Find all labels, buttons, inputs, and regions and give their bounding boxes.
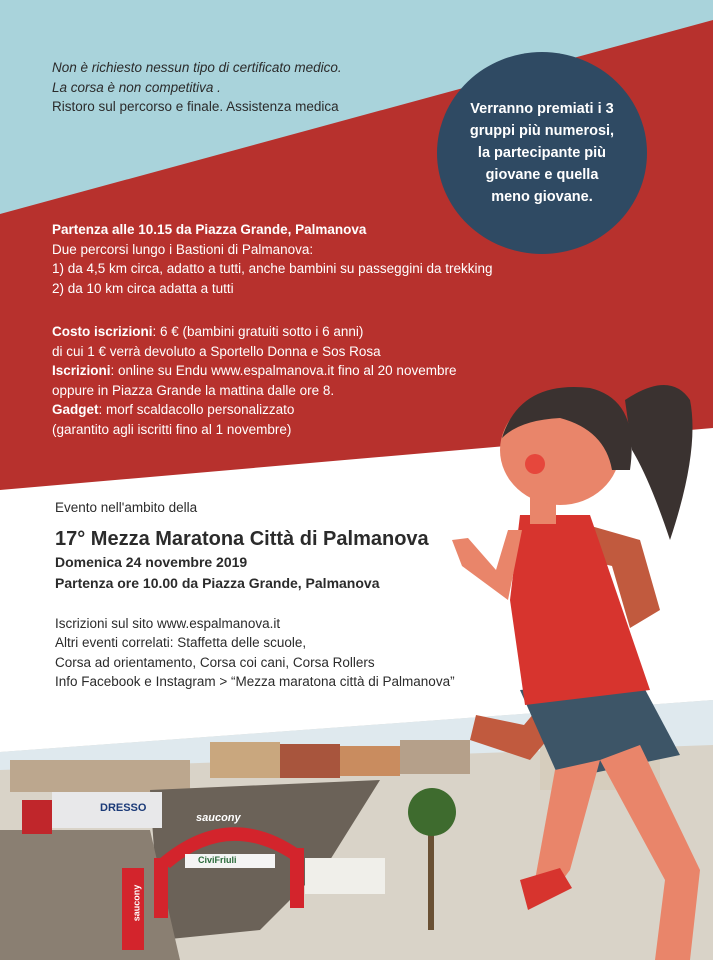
prize-line: gruppi più numerosi, bbox=[469, 123, 615, 139]
intro-certificate: Non è richiesto nessun tipo di certificato medico. bbox=[52, 60, 342, 75]
event-start: Partenza ore 10.00 da Piazza Grande, Palmanova bbox=[55, 574, 380, 591]
event-title: 17° Mezza Maratona Città di Palmanova bbox=[55, 527, 429, 550]
intro-refreshment: Ristoro sul percorso e finale. Assistenza medica bbox=[52, 99, 339, 114]
arch-brand: saucony bbox=[196, 812, 241, 824]
prize-line: la partecipante più bbox=[477, 145, 607, 161]
race-start: Partenza alle 10.15 da Piazza Grande, Palmanova bbox=[52, 222, 367, 237]
event-date: Domenica 24 novembre 2019 bbox=[55, 553, 248, 570]
cost-line: Costo iscrizioni: 6 € (bambini gratuiti sotto i 6 anni) bbox=[52, 324, 364, 339]
event-context: Evento nell'ambito della bbox=[55, 500, 198, 515]
gadget-note: (garantito agli iscritti fino al 1 novembre) bbox=[52, 421, 292, 437]
gadget-line: Gadget: morf scaldacollo personalizzato bbox=[52, 402, 295, 417]
route-1: 1) da 4,5 km circa, adatto a tutti, anche bambini su passeggini da trekking bbox=[52, 261, 493, 276]
prize-line: giovane e quella bbox=[485, 167, 599, 183]
signup-line: Iscrizioni: online su Endu www.espalmanova.it fino al 20 novembre bbox=[52, 363, 457, 378]
donation-line: di cui 1 € verrà devoluto a Sportello Donna e Sos Rosa bbox=[52, 343, 381, 359]
registration-info bbox=[52, 322, 456, 439]
truck-text: DRESSO bbox=[100, 802, 147, 814]
event-section bbox=[55, 498, 455, 692]
route-2: 2) da 10 km circa adatta a tutti bbox=[52, 280, 234, 296]
signup-alt-line: oppure in Piazza Grande la mattina dalle ore 8. bbox=[52, 382, 335, 398]
prize-line: Verranno premiati i 3 bbox=[470, 101, 614, 117]
race-info bbox=[52, 220, 493, 298]
intro-block bbox=[52, 58, 342, 117]
finish-banner-text: CiviFriuli bbox=[198, 855, 237, 865]
intro-noncompetitive: La corsa è non competitiva . bbox=[52, 79, 221, 95]
prize-line: meno giovane. bbox=[491, 189, 593, 205]
flag-text: saucony bbox=[131, 884, 142, 922]
event-social: Info Facebook e Instagram > “Mezza maratona città di Palmanova” bbox=[55, 674, 455, 689]
event-related: Altri eventi correlati: Staffetta delle scuole, bbox=[55, 635, 307, 650]
event-site: Iscrizioni sul sito www.espalmanova.it bbox=[55, 615, 281, 631]
routes-intro: Due percorsi lungo i Bastioni di Palmanova: bbox=[52, 241, 314, 257]
event-related-2: Corsa ad orientamento, Corsa coi cani, Corsa Rollers bbox=[55, 654, 375, 670]
